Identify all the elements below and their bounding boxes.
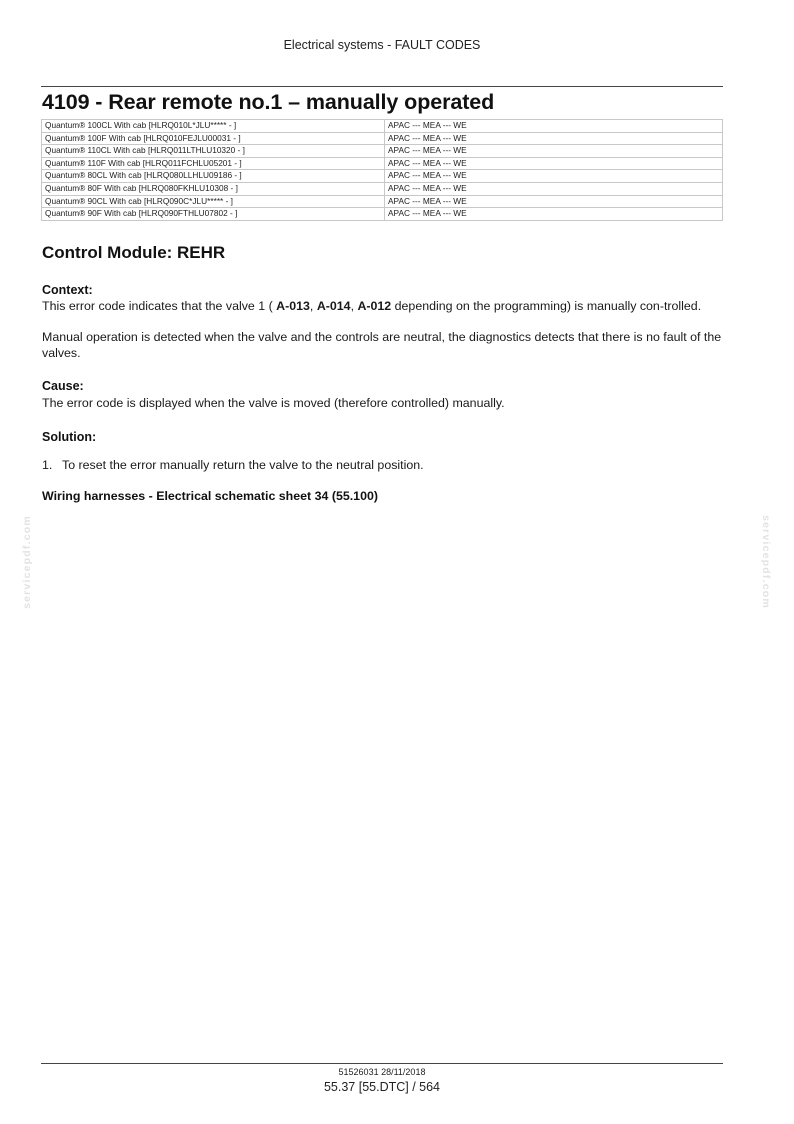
separator: , xyxy=(309,299,317,313)
model-cell: Quantum® 100F With cab [HLRQ010FEJLU00031 - ] xyxy=(42,132,385,145)
footer-document-id: 51526031 28/11/2018 xyxy=(338,1067,426,1077)
schematic-reference-link[interactable]: Wiring harnesses - Electrical schematic sheet 34 (55.100) xyxy=(42,489,378,503)
footer-divider xyxy=(41,1063,723,1064)
solution-heading: Solution: xyxy=(42,430,97,444)
context-heading: Context: xyxy=(42,283,93,297)
region-cell: APAC --- MEA --- WE xyxy=(385,195,723,208)
region-cell: APAC --- MEA --- WE xyxy=(385,182,723,195)
separator: , xyxy=(350,299,358,313)
model-applicability-table xyxy=(41,119,723,221)
model-cell: Quantum® 110F With cab [HLRQ011FCHLU05201 - ] xyxy=(42,157,385,170)
table-row xyxy=(42,145,723,158)
model-cell: Quantum® 90CL With cab [HLRQ090C*JLU***** - ] xyxy=(42,195,385,208)
model-cell: Quantum® 100CL With cab [HLRQ010L*JLU***** - ] xyxy=(42,120,385,133)
region-cell: APAC --- MEA --- WE xyxy=(385,170,723,183)
region-cell: APAC --- MEA --- WE xyxy=(385,157,723,170)
valve-code: A-013 xyxy=(276,299,310,313)
cause-heading: Cause: xyxy=(42,379,84,393)
context-paragraph-2: Manual operation is detected when the valve and the controls are neutral, the diagnostics detects that there is no fault of the valves. xyxy=(42,330,722,360)
solution-step xyxy=(42,458,424,472)
table-row xyxy=(42,208,723,221)
model-cell: Quantum® 80CL With cab [HLRQ080LLHLU09186 - ] xyxy=(42,170,385,183)
table-row xyxy=(42,170,723,183)
region-cell: APAC --- MEA --- WE xyxy=(385,145,723,158)
region-cell: APAC --- MEA --- WE xyxy=(385,208,723,221)
header-divider xyxy=(41,86,723,87)
table-row xyxy=(42,157,723,170)
table-row xyxy=(42,182,723,195)
control-module-heading: Control Module: REHR xyxy=(42,243,226,262)
model-cell: Quantum® 110CL With cab [HLRQ011LTHLU10320 - ] xyxy=(42,145,385,158)
step-number: 1. xyxy=(42,458,53,472)
watermark-right: servicepdf.com xyxy=(760,515,772,609)
model-cell: Quantum® 80F With cab [HLRQ080FKHLU10308 - ] xyxy=(42,182,385,195)
table-row xyxy=(42,132,723,145)
table-row xyxy=(42,195,723,208)
cause-paragraph: The error code is displayed when the valve is moved (therefore controlled) manually. xyxy=(42,396,505,410)
valve-code: A-012 xyxy=(357,299,392,313)
valve-code: A-014 xyxy=(316,299,351,313)
step-text: To reset the error manually return the valve to the neutral position. xyxy=(62,458,424,472)
region-cell: APAC --- MEA --- WE xyxy=(385,132,723,145)
running-header: Electrical systems - FAULT CODES xyxy=(283,38,481,52)
table-row xyxy=(42,120,723,133)
region-cell: APAC --- MEA --- WE xyxy=(385,120,723,133)
footer-page-reference: 55.37 [55.DTC] / 564 xyxy=(323,1080,441,1094)
fault-code-title: 4109 - Rear remote no.1 – manually operated xyxy=(42,90,495,114)
watermark-left: servicepdf.com xyxy=(21,515,33,609)
context-text: This error code indicates that the valve 1 ( xyxy=(42,299,277,313)
context-paragraph-1 xyxy=(42,298,726,314)
model-cell: Quantum® 90F With cab [HLRQ090FTHLU07802 - ] xyxy=(42,208,385,221)
context-text: depending on the programming) is manually con-trolled. xyxy=(391,299,702,313)
